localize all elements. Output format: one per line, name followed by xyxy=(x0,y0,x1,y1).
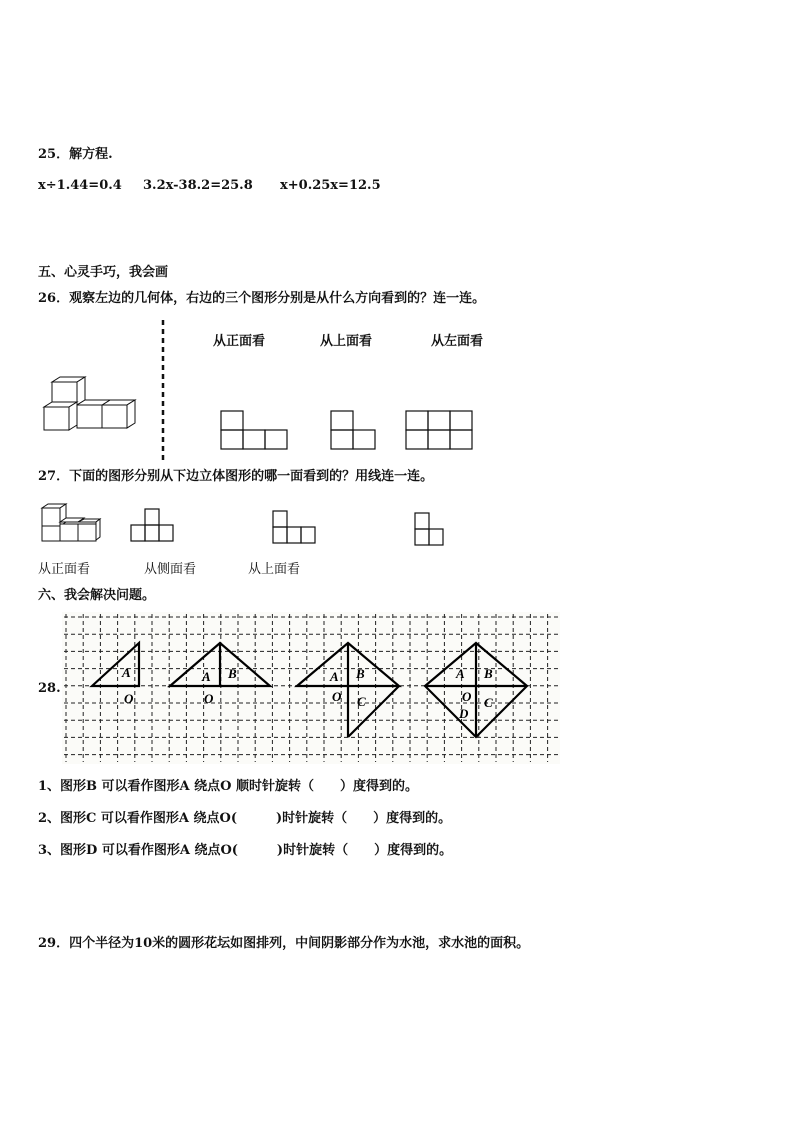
q27-view-front-label: 从正面看 xyxy=(38,562,91,577)
q27-view-shape-3 xyxy=(414,512,446,548)
q26-view-top-label: 从上面看 xyxy=(320,334,373,349)
q26-view-left-label: 从左面看 xyxy=(431,334,484,349)
q28-label-o-fig1: O xyxy=(124,691,134,706)
q28-label-a-fig4: A xyxy=(456,666,465,681)
q28-sub-question-3: 3、图形D 可以看作图形A 绕点O( )时针旋转（ ）度得到的。 xyxy=(38,843,453,858)
q25-equation-3: x+0.25x=12.5 xyxy=(280,178,381,193)
q26-cube-solid xyxy=(40,376,140,436)
q25-equation-2: 3.2x-38.2=25.8 xyxy=(143,178,253,193)
q26-view-front-label: 从正面看 xyxy=(213,334,266,349)
q27-view-top-label: 从上面看 xyxy=(248,562,301,577)
q28-label-o-fig3: O xyxy=(332,689,342,704)
section-5-heading: 五、心灵手巧，我会画 xyxy=(38,265,169,280)
q27-cube-solid xyxy=(40,502,100,544)
section-6-heading: 六、我会解决问题。 xyxy=(38,588,156,603)
q28-label-c-fig4: C xyxy=(484,695,493,710)
q28-label-o-fig2: O xyxy=(204,691,214,706)
q28-label-b-fig3: B xyxy=(356,666,365,681)
q28-label-b-fig2: B xyxy=(228,666,237,681)
q28-sub-question-1: 1、图形B 可以看作图形A 绕点O 顺时针旋转（ ）度得到的。 xyxy=(38,779,419,794)
q27-title: 27．下面的图形分别从下边立体图形的哪一面看到的？用线连一连。 xyxy=(38,469,434,484)
q28-label-d-fig4: D xyxy=(459,706,469,721)
q28-label-c-fig3: C xyxy=(357,694,366,709)
q25-title: 25．解方程. xyxy=(38,147,113,162)
q28-number: 28. xyxy=(38,681,61,696)
q28-label-a-fig3: A xyxy=(330,669,339,684)
q28-label-a-fig2: A xyxy=(202,669,211,684)
q26-view-shape-2 xyxy=(330,410,376,450)
q28-label-b-fig4: B xyxy=(484,666,493,681)
q27-view-shape-1 xyxy=(130,508,176,544)
q26-view-shape-3 xyxy=(405,410,475,450)
q28-label-a-fig1: A xyxy=(122,665,131,680)
q27-view-shape-2 xyxy=(272,510,320,546)
q26-dashed-divider xyxy=(160,320,166,460)
q29-title: 29．四个半径为10米的圆形花坛如图排列，中间阴影部分作为水池，求水池的面积。 xyxy=(38,936,530,951)
q25-equation-1: x÷1.44=0.4 xyxy=(38,178,122,193)
q28-sub-question-2: 2、图形C 可以看作图形A 绕点O( )时针旋转（ ）度得到的。 xyxy=(38,811,452,826)
q26-view-shape-1 xyxy=(220,410,288,450)
q26-title: 26．观察左边的几何体，右边的三个图形分别是从什么方向看到的？连一连。 xyxy=(38,291,486,306)
q27-view-side-label: 从侧面看 xyxy=(144,562,197,577)
q28-rotation-grid-figure xyxy=(62,612,560,764)
q28-label-o-fig4: O xyxy=(462,689,472,704)
